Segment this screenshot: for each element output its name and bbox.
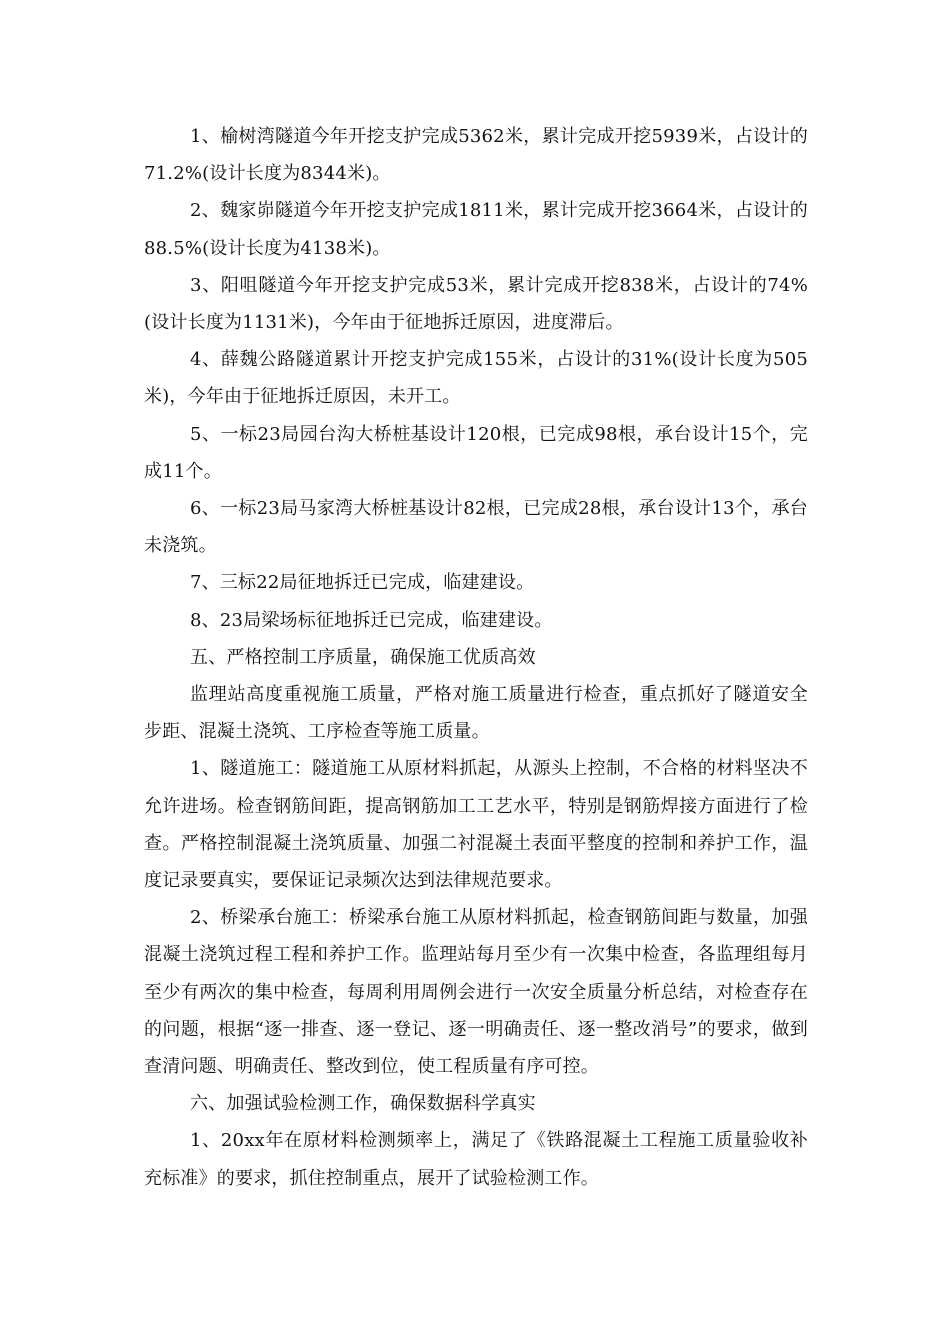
paragraph-tunnel-yangju: 3、阳咀隧道今年开挖支护完成53米，累计完成开挖838米，占设计的74%(设计长度为1131米)，今年由于征地拆迁原因，进度滞后。 [144,274,808,334]
paragraph-tunnel-xuewei: 4、薛魏公路隧道累计开挖支护完成155米，占设计的31%(设计长度为505米)，今年由于征地拆迁原因，未开工。 [144,349,808,408]
paragraph-tunnel-weijiamao: 2、魏家峁隧道今年开挖支护完成1811米，累计完成开挖3664米，占设计的88.5%(设计长度为4138米)。 [144,200,808,259]
paragraph-quality-intro: 监理站高度重视施工质量，严格对施工质量进行检查，重点抓好了隧道安全步距、混凝土浇筑、工序检查等施工质量。 [144,684,808,743]
paragraph-bridge-majiawan: 6、一标23局马家湾大桥桩基设计82根，已完成28根，承台设计13个，承台未浇筑。 [144,498,808,557]
paragraph-bridge-cap-construction: 2、桥梁承台施工：桥梁承台施工从原材料抓起，检查钢筋间距与数量，加强混凝土浇筑过程工程和养护工作。监理站每月至少有一次集中检查，各监理组每月至少有两次的集中检查，每周利用周例会进行一次安全质量分析总结，对检查存在的问题，根据“逐一排查、逐一登记、逐一明确责任、逐一整改消号”的要求，做到查清问题、明确责任、整改到位，使工程质量有序可控。 [144,907,808,1078]
paragraph-beam-yard: 8、23局梁场标征地拆迁已完成，临建建设。 [190,609,553,631]
paragraph-tunnel-yushuwan: 1、榆树湾隧道今年开挖支护完成5362米，累计完成开挖5939米，占设计的71.2%(设计长度为8344米)。 [144,126,808,185]
paragraph-section-three: 7、三标22局征地拆迁已完成，临建建设。 [190,572,535,594]
section-heading-testing: 六、加强试验检测工作，确保数据科学真实 [190,1093,536,1115]
document-page [144,118,808,1197]
paragraph-testing-frequency: 1、20xx年在原材料检测频率上，满足了《铁路混凝土工程施工质量验收补充标准》的要求，抓住控制重点，展开了试验检测工作。 [144,1130,808,1189]
paragraph-tunnel-construction: 1、隧道施工：隧道施工从原材料抓起，从源头上控制，不合格的材料坚决不允许进场。检查钢筋间距，提高钢筋加工工艺水平，特别是钢筋焊接方面进行了检查。严格控制混凝土浇筑质量、加强二衬混凝土表面平整度的控制和养护工作，温度记录要真实，要保证记录频次达到法律规范要求。 [144,758,808,892]
section-heading-quality: 五、严格控制工序质量，确保施工优质高效 [190,646,536,668]
paragraph-bridge-yuantaigou: 5、一标23局园台沟大桥桩基设计120根，已完成98根，承台设计15个，完成11个。 [144,423,808,482]
